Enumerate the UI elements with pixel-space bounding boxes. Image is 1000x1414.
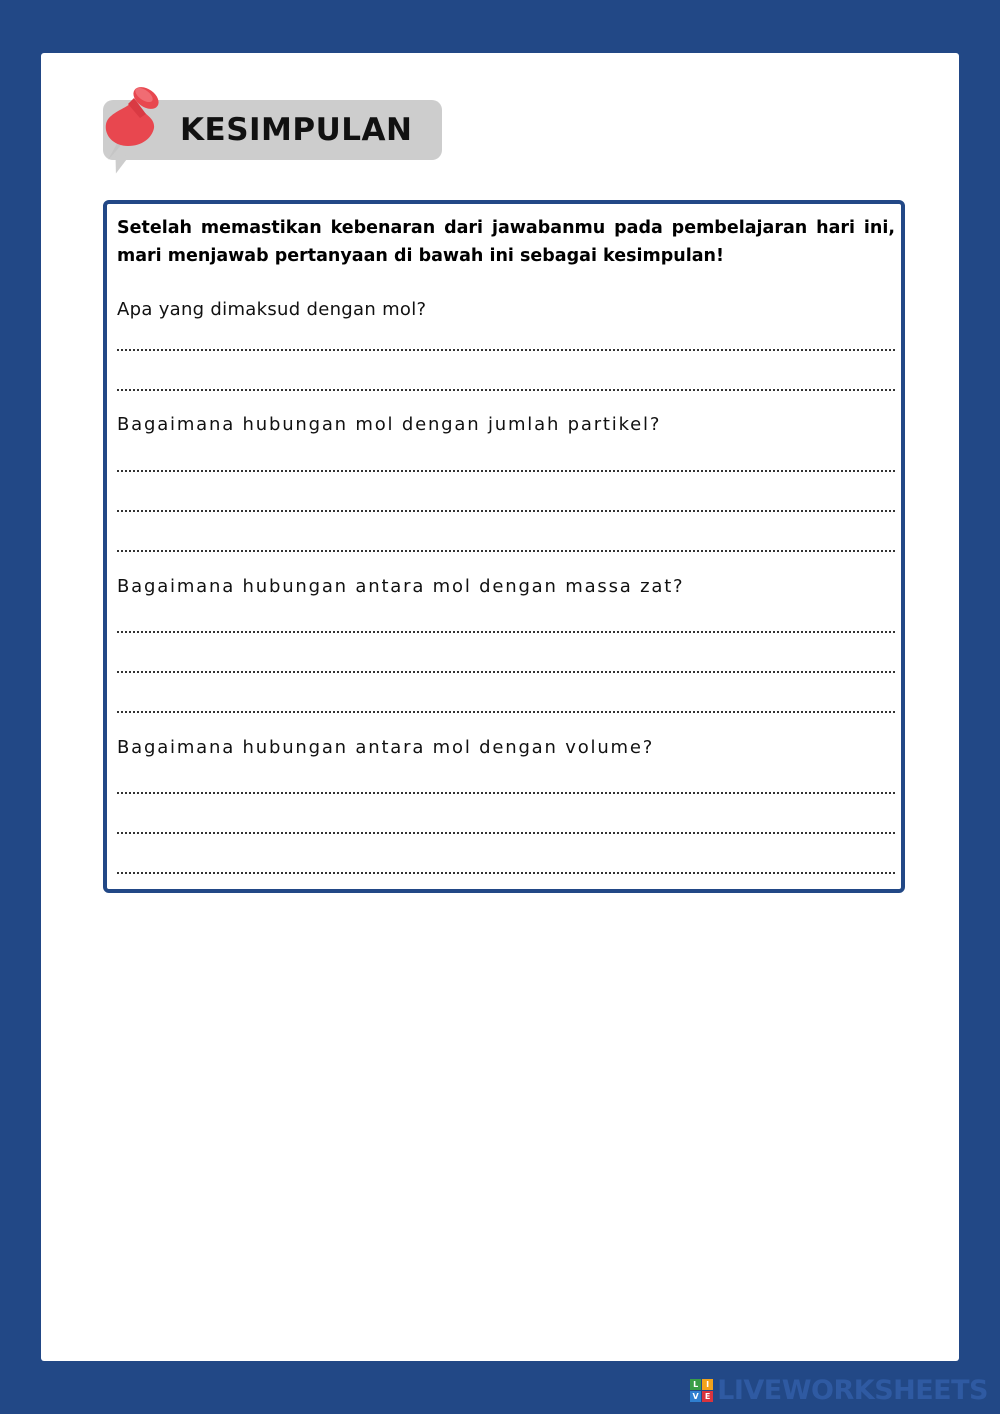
liveworksheets-logo-text: LIVEWORKSHEETS [717, 1374, 988, 1406]
answer-line[interactable] [117, 470, 895, 472]
answer-line[interactable] [117, 711, 895, 713]
question-1: Apa yang dimaksud dengan mol? [117, 299, 427, 320]
answer-line[interactable] [117, 832, 895, 834]
question-2: Bagaimana hubungan mol dengan jumlah partikel? [117, 414, 662, 435]
answer-line[interactable] [117, 349, 895, 351]
pushpin-icon [100, 84, 170, 164]
liveworksheets-logo-icon: L I V E [690, 1379, 713, 1402]
question-4: Bagaimana hubungan antara mol dengan volume? [117, 737, 655, 758]
answer-line[interactable] [117, 510, 895, 512]
answer-line[interactable] [117, 671, 895, 673]
instructions: Setelah memastikan kebenaran dari jawabanmu pada pembelajaran hari ini, mari menjawab pertanyaan di bawah ini sebagai kesimpulan! [117, 218, 895, 266]
answer-line[interactable] [117, 872, 895, 874]
liveworksheets-logo [690, 1374, 988, 1406]
answer-line[interactable] [117, 792, 895, 794]
answer-line[interactable] [117, 550, 895, 552]
answer-line[interactable] [117, 631, 895, 633]
page-title: KESIMPULAN [180, 112, 413, 148]
question-3: Bagaimana hubungan antara mol dengan massa zat? [117, 576, 685, 597]
question-box [103, 200, 905, 893]
answer-line[interactable] [117, 389, 895, 391]
